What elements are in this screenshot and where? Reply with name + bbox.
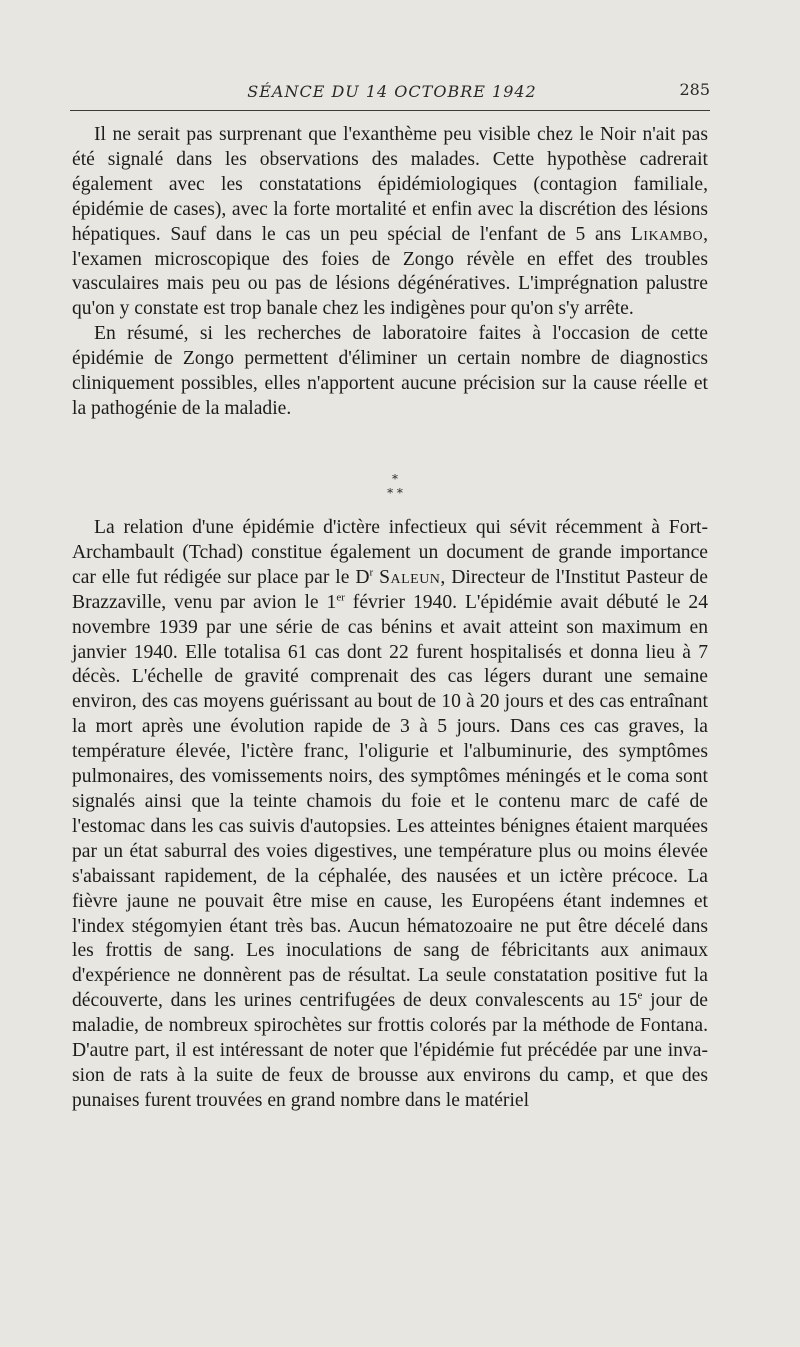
person-name-saleun: Saleun (379, 566, 441, 588)
header-rule (70, 110, 710, 111)
paragraph-text-d: jour de maladie, de nombreux spirochètes sur frottis colorés par la méthode de Fontana. D'autre part, il est intéressant de noter que l'épidémie fut précédée par une invasion de rats à la suite de feux de brousse aux environs du camp, et que des punaises furent trouvées en grand nombre dans le matériel (72, 990, 708, 1111)
paragraph-text-b: , Directeur de l'Institut Pasteur de Brazzaville, venu par avion le 1 (72, 566, 709, 613)
superscript-e: e (637, 989, 643, 1002)
person-name-likambo: Likambo (630, 223, 704, 245)
section-separator (340, 472, 450, 500)
section-fort-archambault (72, 516, 708, 1114)
separator-stars-bottom: * * (387, 486, 403, 500)
paragraph-text-c: février 1940. L'épidémie avait débuté le 24 novembre 1939 par une série de cas bénins et avait atteint son maximum en janvier 1940. Elle totalisa 61 cas dont 22 furent hospitalisés et donna lieu à 7 décès. L'échelle de gravité comprenait des cas légers durant une semaine environ, des cas moyens guérissant au bout de 10 à 20 jours et des cas entraînant la mort après une évolution rapide de 3 à 5 jours. Dans ces cas graves, la température élevée, l'ictère franc, l'oligurie et l'albuminurie, des symptômes pulmonaires, des vomissements noirs, des symptômes méningés et le coma sont signalés ainsi que la teinte chamois du foie et le contenu marc de café de l'estomac dans les cas suivis d'autopsies. Les atteintes bénignes étaient marquées par un état saburral des voies digestives, une température plus ou moins élevée s'abaissant rapidement, de la céphalée, des nausées et un ictère précoce. La fièvre jaune ne pouvait être mise en cause, les Européens étant indemnes et l'index stégomyien étant très bas. Aucun hématozoaire ne put être décelé dans les frottis de sang. Les inoculations de sang de fébricitants aux animaux d'expérience ne donnèrent pas de résultat. La seule constatation positive fut la découverte, dans les urines centrifugées de deux convalescents au 15 (72, 591, 709, 1012)
superscript-er: er (336, 591, 345, 604)
page-number: 285 (679, 80, 710, 99)
paragraph-exanthem-text-a: Il ne serait pas surprenant que l'exanthème peu visible chez le Noir n'ait pas été signalé dans les observations des malades. Cette hypothèse cadrerait également avec les constatations épidémiologiques (contagion familiale, épidémie de cases), avec la forte mortalité et enfin avec la discrétion des lésions hépatiques. Sauf dans le cas un peu spécial de l'enfant de 5 ans (72, 124, 708, 245)
paragraph-fort-archambault (72, 516, 708, 1114)
paragraph-exanthem (72, 123, 708, 322)
separator-star-top: * (392, 472, 398, 486)
paragraph-exanthem-text-b: , l'examen microscopique des foies de Zongo révèle en effet des troubles vasculaires mais peu ou pas de lésions dégénératives. L'imprégnation palustre qu'on y constate est trop banale chez les indigènes pour qu'on s'y arrête. (72, 223, 708, 320)
superscript-dr: r (369, 566, 374, 579)
running-head (74, 80, 710, 106)
paragraph-text-a: La relation d'une épidémie d'ictère infectieux qui sévit récemment à Fort-Archambault (Tchad) constitue également un document de grande importance car elle fut rédigée sur place par le D (72, 517, 708, 588)
paragraph-summary: En résumé, si les recherches de laboratoire faites à l'occasion de cette épidémie de Zongo permettent d'éliminer un certain nombre de diagnostics cliniquement possibles, elles n'apportent aucune précision sur la cause réelle et la pathogénie de la maladie. (72, 323, 708, 419)
running-title: SÉANCE DU 14 OCTOBRE 1942 (247, 82, 537, 101)
section-zongo-conclusion (72, 123, 708, 422)
